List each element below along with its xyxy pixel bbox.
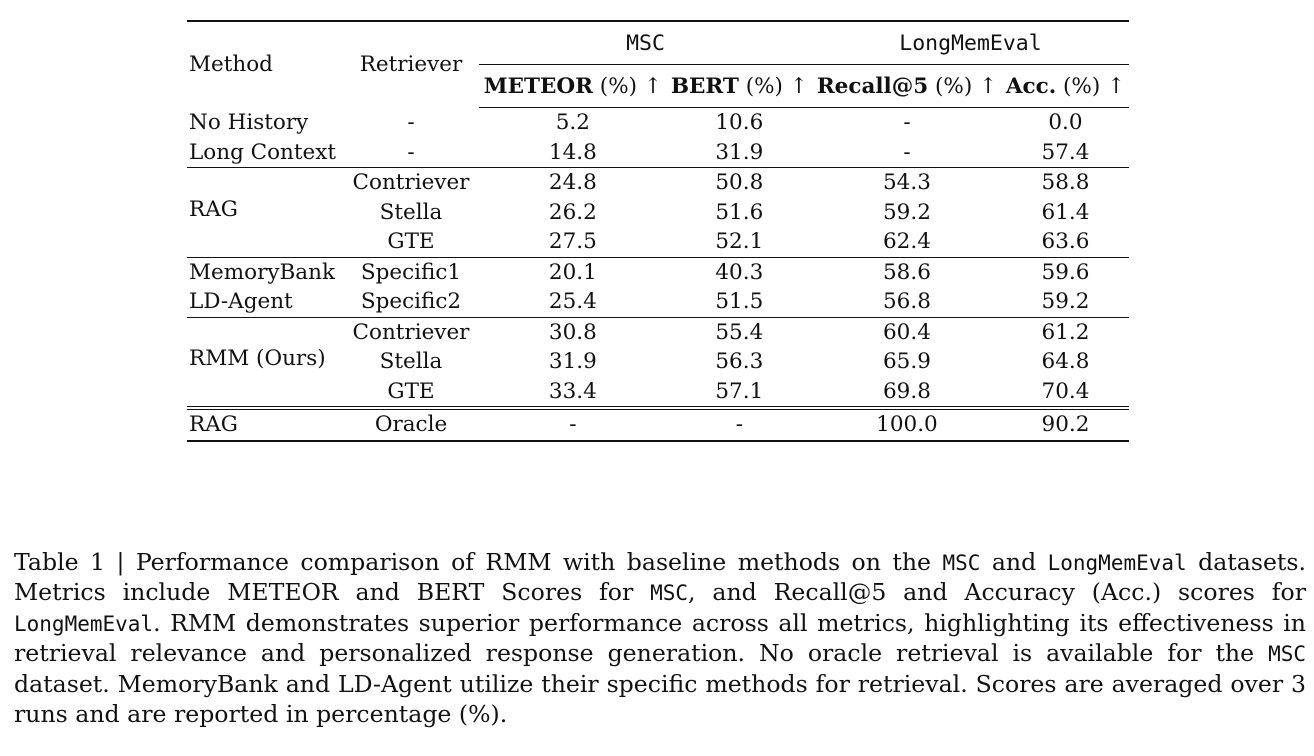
cell-meteor: 27.5 <box>479 227 667 257</box>
cell-meteor: 25.4 <box>479 287 667 317</box>
cell-method: RMM (Ours) <box>187 317 343 408</box>
caption-dataset-msc: MSC <box>942 550 981 575</box>
cell-bert: 51.5 <box>667 287 812 317</box>
cell-method: LD-Agent <box>187 287 343 317</box>
cell-bert: 52.1 <box>667 227 812 257</box>
header-metric-bert <box>667 65 812 108</box>
cell-retriever: Oracle <box>343 408 479 441</box>
header-row-groups <box>187 22 1129 65</box>
cell-accuracy: 57.4 <box>1002 138 1129 168</box>
cell-method: RAG <box>187 408 343 441</box>
cell-meteor: 14.8 <box>479 138 667 168</box>
caption-text: datasets. Metrics include METEOR and BERT Scores for <box>14 547 1306 607</box>
cell-method: Long Context <box>187 138 343 168</box>
cell-bert: 57.1 <box>667 377 812 409</box>
cell-accuracy: 64.8 <box>1041 349 1090 375</box>
cell-retriever: GTE <box>343 227 479 257</box>
cell-bert: 55.4 <box>715 319 764 345</box>
cell-accuracy: 59.6 <box>1041 259 1090 285</box>
table-row <box>187 138 1129 168</box>
cell-method: RAG <box>187 168 343 258</box>
caption-text: Performance comparison of RMM with baseline methods on the <box>135 547 943 576</box>
header-group-msc: MSC <box>479 22 812 65</box>
cell-recall: 54.3 <box>883 170 931 196</box>
metric-name: BERT <box>670 73 739 99</box>
caption-separator: | <box>105 547 136 576</box>
cell-accuracy: 61.4 <box>1041 199 1090 225</box>
caption-text: dataset. MemoryBank and LD-Agent utilize their specific methods for retrieval. Scores are averaged over 3 runs and are reported in percentage (%). <box>14 669 1306 728</box>
cell-method: MemoryBank <box>189 259 335 285</box>
cell-accuracy: 90.2 <box>1002 408 1129 441</box>
cell-bert: - <box>667 408 812 441</box>
cell-recall: 100.0 <box>812 408 1002 441</box>
cell-meteor: 30.8 <box>548 319 597 345</box>
cell-retriever: Stella <box>379 349 443 375</box>
cell-meteor: 24.8 <box>548 170 597 196</box>
table-row <box>187 168 1129 198</box>
cell-recall: 62.4 <box>812 227 1002 257</box>
cell-retriever: - <box>407 110 415 135</box>
caption-dataset-longmemeval: LongMemEval <box>14 611 154 636</box>
cell-accuracy: 0.0 <box>1048 110 1083 136</box>
cell-recall: 58.6 <box>883 259 931 285</box>
cell-retriever: - <box>343 138 479 168</box>
metric-unit: (%) ↑ <box>592 73 662 99</box>
caption-dataset-longmemeval: LongMemEval <box>1047 550 1187 575</box>
cell-meteor: 5.2 <box>555 110 590 136</box>
caption-text: , and Recall@5 and Accuracy (Acc.) scores for <box>688 578 1306 607</box>
cell-bert: 50.8 <box>715 170 764 196</box>
header-method: Method <box>189 52 273 78</box>
cell-recall: 69.8 <box>812 377 1002 409</box>
metric-name: METEOR <box>483 73 593 99</box>
cell-bert: 40.3 <box>715 259 764 285</box>
results-table <box>187 20 1129 442</box>
cell-retriever: GTE <box>343 377 479 409</box>
cell-recall: 56.8 <box>812 287 1002 317</box>
caption-text: and <box>980 547 1048 576</box>
header-metric-meteor <box>479 65 667 108</box>
caption-text: . RMM demonstrates superior performance across all metrics, highlighting its effectiveness in retrieval relevance and personalized response generation. No oracle retrieval is available for the <box>14 608 1306 668</box>
table-caption <box>14 548 1306 730</box>
table-row <box>187 108 1129 138</box>
cell-meteor: 20.1 <box>548 259 597 285</box>
cell-retriever: Specific1 <box>360 259 462 285</box>
cell-retriever: Contriever <box>352 170 470 196</box>
cell-recall: 60.4 <box>883 319 931 345</box>
cell-retriever: Specific2 <box>343 287 479 317</box>
cell-accuracy: 63.6 <box>1002 227 1129 257</box>
header-metric-accuracy <box>1002 65 1129 108</box>
table-row <box>187 257 1129 287</box>
table-row <box>187 408 1129 441</box>
table-row <box>187 317 1129 347</box>
cell-accuracy: 58.8 <box>1041 170 1090 196</box>
cell-recall: 65.9 <box>883 349 931 375</box>
cell-accuracy: 61.2 <box>1041 319 1090 345</box>
cell-recall: - <box>903 110 911 136</box>
cell-meteor: 31.9 <box>548 349 597 375</box>
caption-dataset-msc: MSC <box>650 581 689 606</box>
header-retriever: Retriever <box>359 52 463 78</box>
header-group-longmemeval: LongMemEval <box>812 22 1129 65</box>
metric-name: Recall@5 <box>816 73 929 99</box>
cell-meteor: 26.2 <box>548 199 597 225</box>
cell-accuracy: 70.4 <box>1002 377 1129 409</box>
cell-retriever: Contriever <box>352 319 470 345</box>
caption-label: Table 1 <box>14 547 106 576</box>
caption-dataset-msc: MSC <box>1268 642 1306 667</box>
cell-retriever: Stella <box>379 199 443 225</box>
metric-unit: (%) ↑ <box>1056 73 1126 99</box>
header-metric-recall <box>812 65 1002 108</box>
metric-unit: (%) ↑ <box>928 73 998 99</box>
metric-name: Acc. <box>1005 73 1057 99</box>
metric-unit: (%) ↑ <box>738 73 808 99</box>
cell-method: No History <box>189 110 309 135</box>
cell-bert: 56.3 <box>715 349 764 375</box>
cell-bert: 31.9 <box>667 138 812 168</box>
cell-recall: - <box>812 138 1002 168</box>
cell-bert: 10.6 <box>715 110 764 136</box>
cell-meteor: 33.4 <box>479 377 667 409</box>
table-row <box>187 287 1129 317</box>
cell-bert: 51.6 <box>715 199 764 225</box>
cell-meteor: - <box>479 408 667 441</box>
cell-accuracy: 59.2 <box>1002 287 1129 317</box>
cell-recall: 59.2 <box>883 199 931 225</box>
